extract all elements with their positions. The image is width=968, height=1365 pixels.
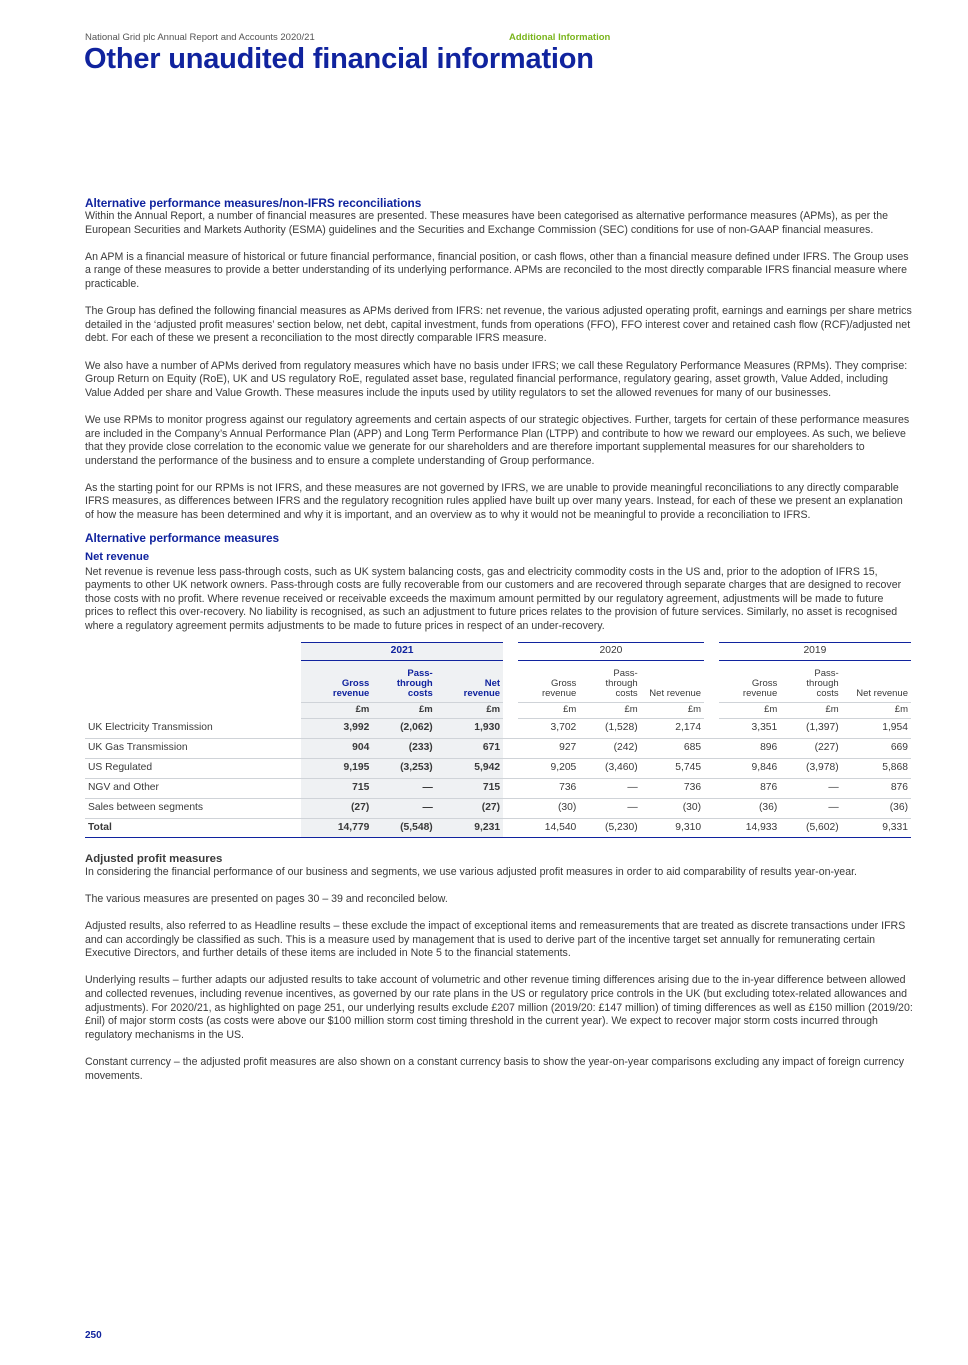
table-cell: (30)	[641, 798, 704, 818]
table-cell: 9,205	[518, 758, 579, 778]
table-cell: (242)	[579, 738, 640, 758]
column-header-line: costs	[615, 687, 638, 699]
column-header-line: Gross	[751, 677, 778, 689]
gap-cell	[503, 798, 518, 818]
total-cell: 14,779	[301, 818, 372, 837]
table-cell: —	[579, 778, 640, 798]
column-header-line: costs	[407, 687, 433, 699]
column-header	[780, 660, 841, 702]
year-header-row	[85, 642, 911, 660]
column-header-line: Gross	[550, 677, 577, 689]
gap-cell	[704, 718, 719, 738]
total-label: Total	[85, 818, 301, 837]
column-header-line: Pass-	[613, 667, 638, 679]
column-header-line: Net revenue	[649, 687, 702, 699]
gap-cell	[503, 778, 518, 798]
table-cell: (3,253)	[372, 758, 435, 778]
blank-cell	[85, 702, 301, 718]
column-header-line: Gross	[341, 677, 370, 689]
page-number: 250	[85, 1330, 102, 1341]
column-header	[372, 660, 435, 702]
table-cell: (3,978)	[780, 758, 841, 778]
gap-cell	[704, 642, 719, 660]
table-cell: 876	[842, 778, 911, 798]
total-cell: (5,602)	[780, 818, 841, 837]
unit-cell: £m	[842, 702, 911, 718]
table-body	[85, 718, 911, 837]
table-row	[85, 778, 911, 798]
column-header-line: through	[605, 677, 638, 689]
apm-heading: Alternative performance measures/non-IFRS reconciliations	[85, 196, 422, 210]
table-cell: —	[579, 798, 640, 818]
gap-cell	[704, 738, 719, 758]
table-cell: 2,174	[641, 718, 704, 738]
column-header-line: costs	[816, 687, 839, 699]
table-cell: 9,846	[719, 758, 780, 778]
table-row	[85, 718, 911, 738]
unit-cell: £m	[301, 702, 372, 718]
gap-cell	[704, 798, 719, 818]
gap-cell	[704, 702, 719, 718]
table-cell: 736	[641, 778, 704, 798]
unit-cell: £m	[641, 702, 704, 718]
column-header-line: through	[806, 677, 839, 689]
year-header: 2020	[518, 642, 704, 660]
unit-cell: £m	[436, 702, 503, 718]
gap-cell	[503, 718, 518, 738]
total-cell: 9,331	[842, 818, 911, 837]
table-cell: (233)	[372, 738, 435, 758]
table-cell: (2,062)	[372, 718, 435, 738]
gap-cell	[503, 642, 518, 660]
table-cell: 904	[301, 738, 372, 758]
gap-cell	[503, 758, 518, 778]
column-header	[436, 660, 503, 702]
total-row	[85, 818, 911, 837]
net-revenue-heading: Net revenue	[85, 550, 150, 563]
table-cell: (1,528)	[579, 718, 640, 738]
total-cell: (5,548)	[372, 818, 435, 837]
apm-paragraph-3: The Group has defined the following financial measures as APMs derived from IFRS: net revenue, the various adjusted operating profit, earnings and earnings per share metrics detailed in the ‘adjusted profit measures’ section below, net debt, capital investment, funds from operations (FFO), FFO interest cover and retained cash flow (RCF)/adjusted net debt. For each of these we present a reconciliation to the most directly comparable IFRS measure.	[85, 305, 912, 345]
report-title: National Grid plc Annual Report and Accounts 2020/21	[85, 32, 315, 43]
column-header	[579, 660, 640, 702]
main-content	[85, 196, 913, 1097]
unit-row	[85, 702, 911, 718]
net-revenue-paragraph: Net revenue is revenue less pass-through costs, such as UK system balancing costs, gas and electricity commodity costs in the US and, prior to the adoption of IFRS 15, payments to other UK network owners. Pass-through costs are fully recoverable from our customers and are recovered through separate charges that are designed to recover those costs with no profit. Where revenue received or receivable exceeds the maximum amount permitted by our regulatory agreement, adjustments will be made to future prices to reflect this over-recovery. No liability is recognised, as such an adjustment to future prices relates to the provision of future services. Similarly, no asset is recognised where a regulatory agreement permits adjustments to be made to future prices in respect of an under-recovery.	[85, 565, 902, 633]
table-cell: (3,460)	[579, 758, 640, 778]
blank-cell	[85, 642, 301, 660]
unit-cell: £m	[719, 702, 780, 718]
gap-cell	[704, 818, 719, 837]
apm-paragraph-1: Within the Annual Report, a number of financial measures are presented. These measures have been categorised as alternative performance measures (APMs), as per the European Securities and Markets Authority (ESMA) guidelines and the Securities and Exchange Commission (SEC) conditions for use of non-GAAP financial measures.	[85, 210, 888, 236]
table-cell: (1,397)	[780, 718, 841, 738]
table-cell: 715	[436, 778, 503, 798]
year-header: 2021	[301, 642, 503, 660]
table-cell: (27)	[436, 798, 503, 818]
gap-cell	[503, 660, 518, 702]
unit-cell: £m	[372, 702, 435, 718]
table-row	[85, 758, 911, 778]
unit-cell: £m	[518, 702, 579, 718]
table-cell: (27)	[301, 798, 372, 818]
table-cell: 5,745	[641, 758, 704, 778]
gap-cell	[704, 778, 719, 798]
total-cell: 9,231	[436, 818, 503, 837]
column-header-line: revenue	[742, 687, 778, 699]
table-cell: 896	[719, 738, 780, 758]
table-cell: 715	[301, 778, 372, 798]
table-cell: —	[372, 798, 435, 818]
gap-cell	[503, 738, 518, 758]
year-header: 2019	[719, 642, 911, 660]
row-label: UK Electricity Transmission	[85, 718, 301, 738]
table-row	[85, 738, 911, 758]
column-header	[842, 660, 911, 702]
column-header-line: revenue	[541, 687, 577, 699]
column-header	[301, 660, 372, 702]
net-revenue-table	[85, 642, 911, 838]
table-cell: 736	[518, 778, 579, 798]
column-header-line: Pass-	[814, 667, 839, 679]
table-cell: (227)	[780, 738, 841, 758]
total-cell: (5,230)	[579, 818, 640, 837]
column-header	[518, 660, 579, 702]
gap-cell	[503, 818, 518, 837]
table-cell: 1,954	[842, 718, 911, 738]
adjusted-paragraph-4: Underlying results – further adapts our adjusted results to take account of volumetric and other revenue timing differences arising due to the in-year difference between allowed and collected revenues, including revenue incentives, as governed by our rate plans in the US or regulatory price controls in the UK (but excluding totex-related allowances and adjustments). For 2020/21, as highlighted on page 251, our underlying results exclude £207 million (2019/20: £147 million) of timing differences as well as £150 million (2019/20: £nil) of major storm costs (as costs were above our $100 million storm cost timing threshold in the current year). We expect to recover major storm costs incurred through regulatory mechanisms in the US.	[85, 974, 913, 1041]
gap-cell	[503, 702, 518, 718]
unit-cell: £m	[780, 702, 841, 718]
adjusted-paragraph-3: Adjusted results, also referred to as Headline results – these exclude the impact of exceptional items and remeasurements that are treated as discrete transactions under IFRS and can accordingly be classified as such. This is a measure used by management that is used to derive part of the incentive target set annually for remunerating certain Executive Directors, and further details of these items are included in Note 5 to the financial statements.	[85, 920, 906, 960]
table-cell: 1,930	[436, 718, 503, 738]
table-cell: 5,942	[436, 758, 503, 778]
row-label: US Regulated	[85, 758, 301, 778]
table-cell: 3,351	[719, 718, 780, 738]
total-cell: 9,310	[641, 818, 704, 837]
page-title: Other unaudited financial information	[84, 43, 594, 75]
adjusted-paragraph-1: In considering the financial performance of our business and segments, we use various adjusted profit measures in order to aid comparability of results year-on-year.	[85, 865, 857, 878]
row-label: NGV and Other	[85, 778, 301, 798]
adjusted-paragraph-2: The various measures are presented on pages 30 – 39 and reconciled below.	[85, 892, 448, 905]
row-label: Sales between segments	[85, 798, 301, 818]
gap-cell	[704, 660, 719, 702]
table-cell: (36)	[842, 798, 911, 818]
apm-paragraph-2: An APM is a financial measure of historical or future financial performance, financial position, or cash flows, other than a financial measure defined under IFRS. The Group uses a range of these measures to provide a better understanding of its underlying performance. APMs are reconciled to the most directly comparable IFRS financial measure where practicable.	[85, 250, 909, 290]
adjusted-paragraph-5: Constant currency – the adjusted profit measures are also shown on a constant currency basis to show the year-on-year comparisons excluding any impact of foreign currency movements.	[85, 1055, 905, 1082]
section-label: Additional Information	[509, 32, 611, 43]
column-header-line: Net revenue	[856, 687, 908, 699]
table-cell: 671	[436, 738, 503, 758]
table-cell: 927	[518, 738, 579, 758]
table-cell: 9,195	[301, 758, 372, 778]
column-header	[719, 660, 780, 702]
table-cell: —	[780, 778, 841, 798]
row-label: UK Gas Transmission	[85, 738, 301, 758]
gap-cell	[704, 758, 719, 778]
blank-cell	[85, 660, 301, 702]
table-cell: (36)	[719, 798, 780, 818]
total-cell: 14,933	[719, 818, 780, 837]
apm-measures-heading: Alternative performance measures	[85, 530, 280, 545]
table-row	[85, 798, 911, 818]
table-cell: (30)	[518, 798, 579, 818]
apm-paragraph-5: We use RPMs to monitor progress against our regulatory agreements and certain aspects of our strategic objectives. Further, targets for certain of these performance measures are included in the Company’s Annual Performance Plan (APP) and Long Term Performance Plan (LTPP) and contribute to how we reward our employees. As such, we believe that they provide close correlation to the economic value we generate for our shareholders and are therefore important supplemental measures for our shareholders to understand the performance of the business and to ensure a complete understanding of Group performance.	[85, 413, 910, 467]
table-cell: 5,868	[842, 758, 911, 778]
column-header-line: through	[396, 677, 433, 689]
unit-cell: £m	[579, 702, 640, 718]
table-cell: —	[780, 798, 841, 818]
column-header-row	[85, 660, 911, 702]
column-header-line: revenue	[332, 687, 370, 699]
table-cell: 876	[719, 778, 780, 798]
column-header	[641, 660, 704, 702]
adjusted-heading: Adjusted profit measures	[85, 852, 223, 865]
table-cell: 3,992	[301, 718, 372, 738]
table-cell: 685	[641, 738, 704, 758]
column-header-line: Pass-	[407, 667, 433, 679]
total-cell: 14,540	[518, 818, 579, 837]
apm-paragraph-4: We also have a number of APMs derived from regulatory measures which have no basis under IFRS; we call these Regulatory Performance Measures (RPMs). They comprise: Group Return on Equity (RoE), UK and US regulatory RoE, regulated asset base, regulated financial performance, regulatory gearing, asset growth, Value Added, including Value Added per share and Value Growth. These measures include the inputs used by utility regulators to set the allowed revenues for many of our businesses.	[85, 359, 908, 399]
table-cell: 3,702	[518, 718, 579, 738]
apm-paragraph-6: As the starting point for our RPMs is not IFRS, and these measures are not governed by IFRS, we are unable to provide meaningful reconciliations to any directly comparable IFRS measures, as differences between IFRS and the regulatory recognition rules applied have built up over many years. Instead, for each of these we present an explanation of how the measure has been determined and why it is important, and an overview as to why it would not be meaningful to provide a reconciliation to IFRS.	[85, 481, 903, 522]
column-header-line: Net	[484, 677, 501, 689]
column-header-line: revenue	[463, 687, 501, 699]
table-cell: 669	[842, 738, 911, 758]
table-cell: —	[372, 778, 435, 798]
